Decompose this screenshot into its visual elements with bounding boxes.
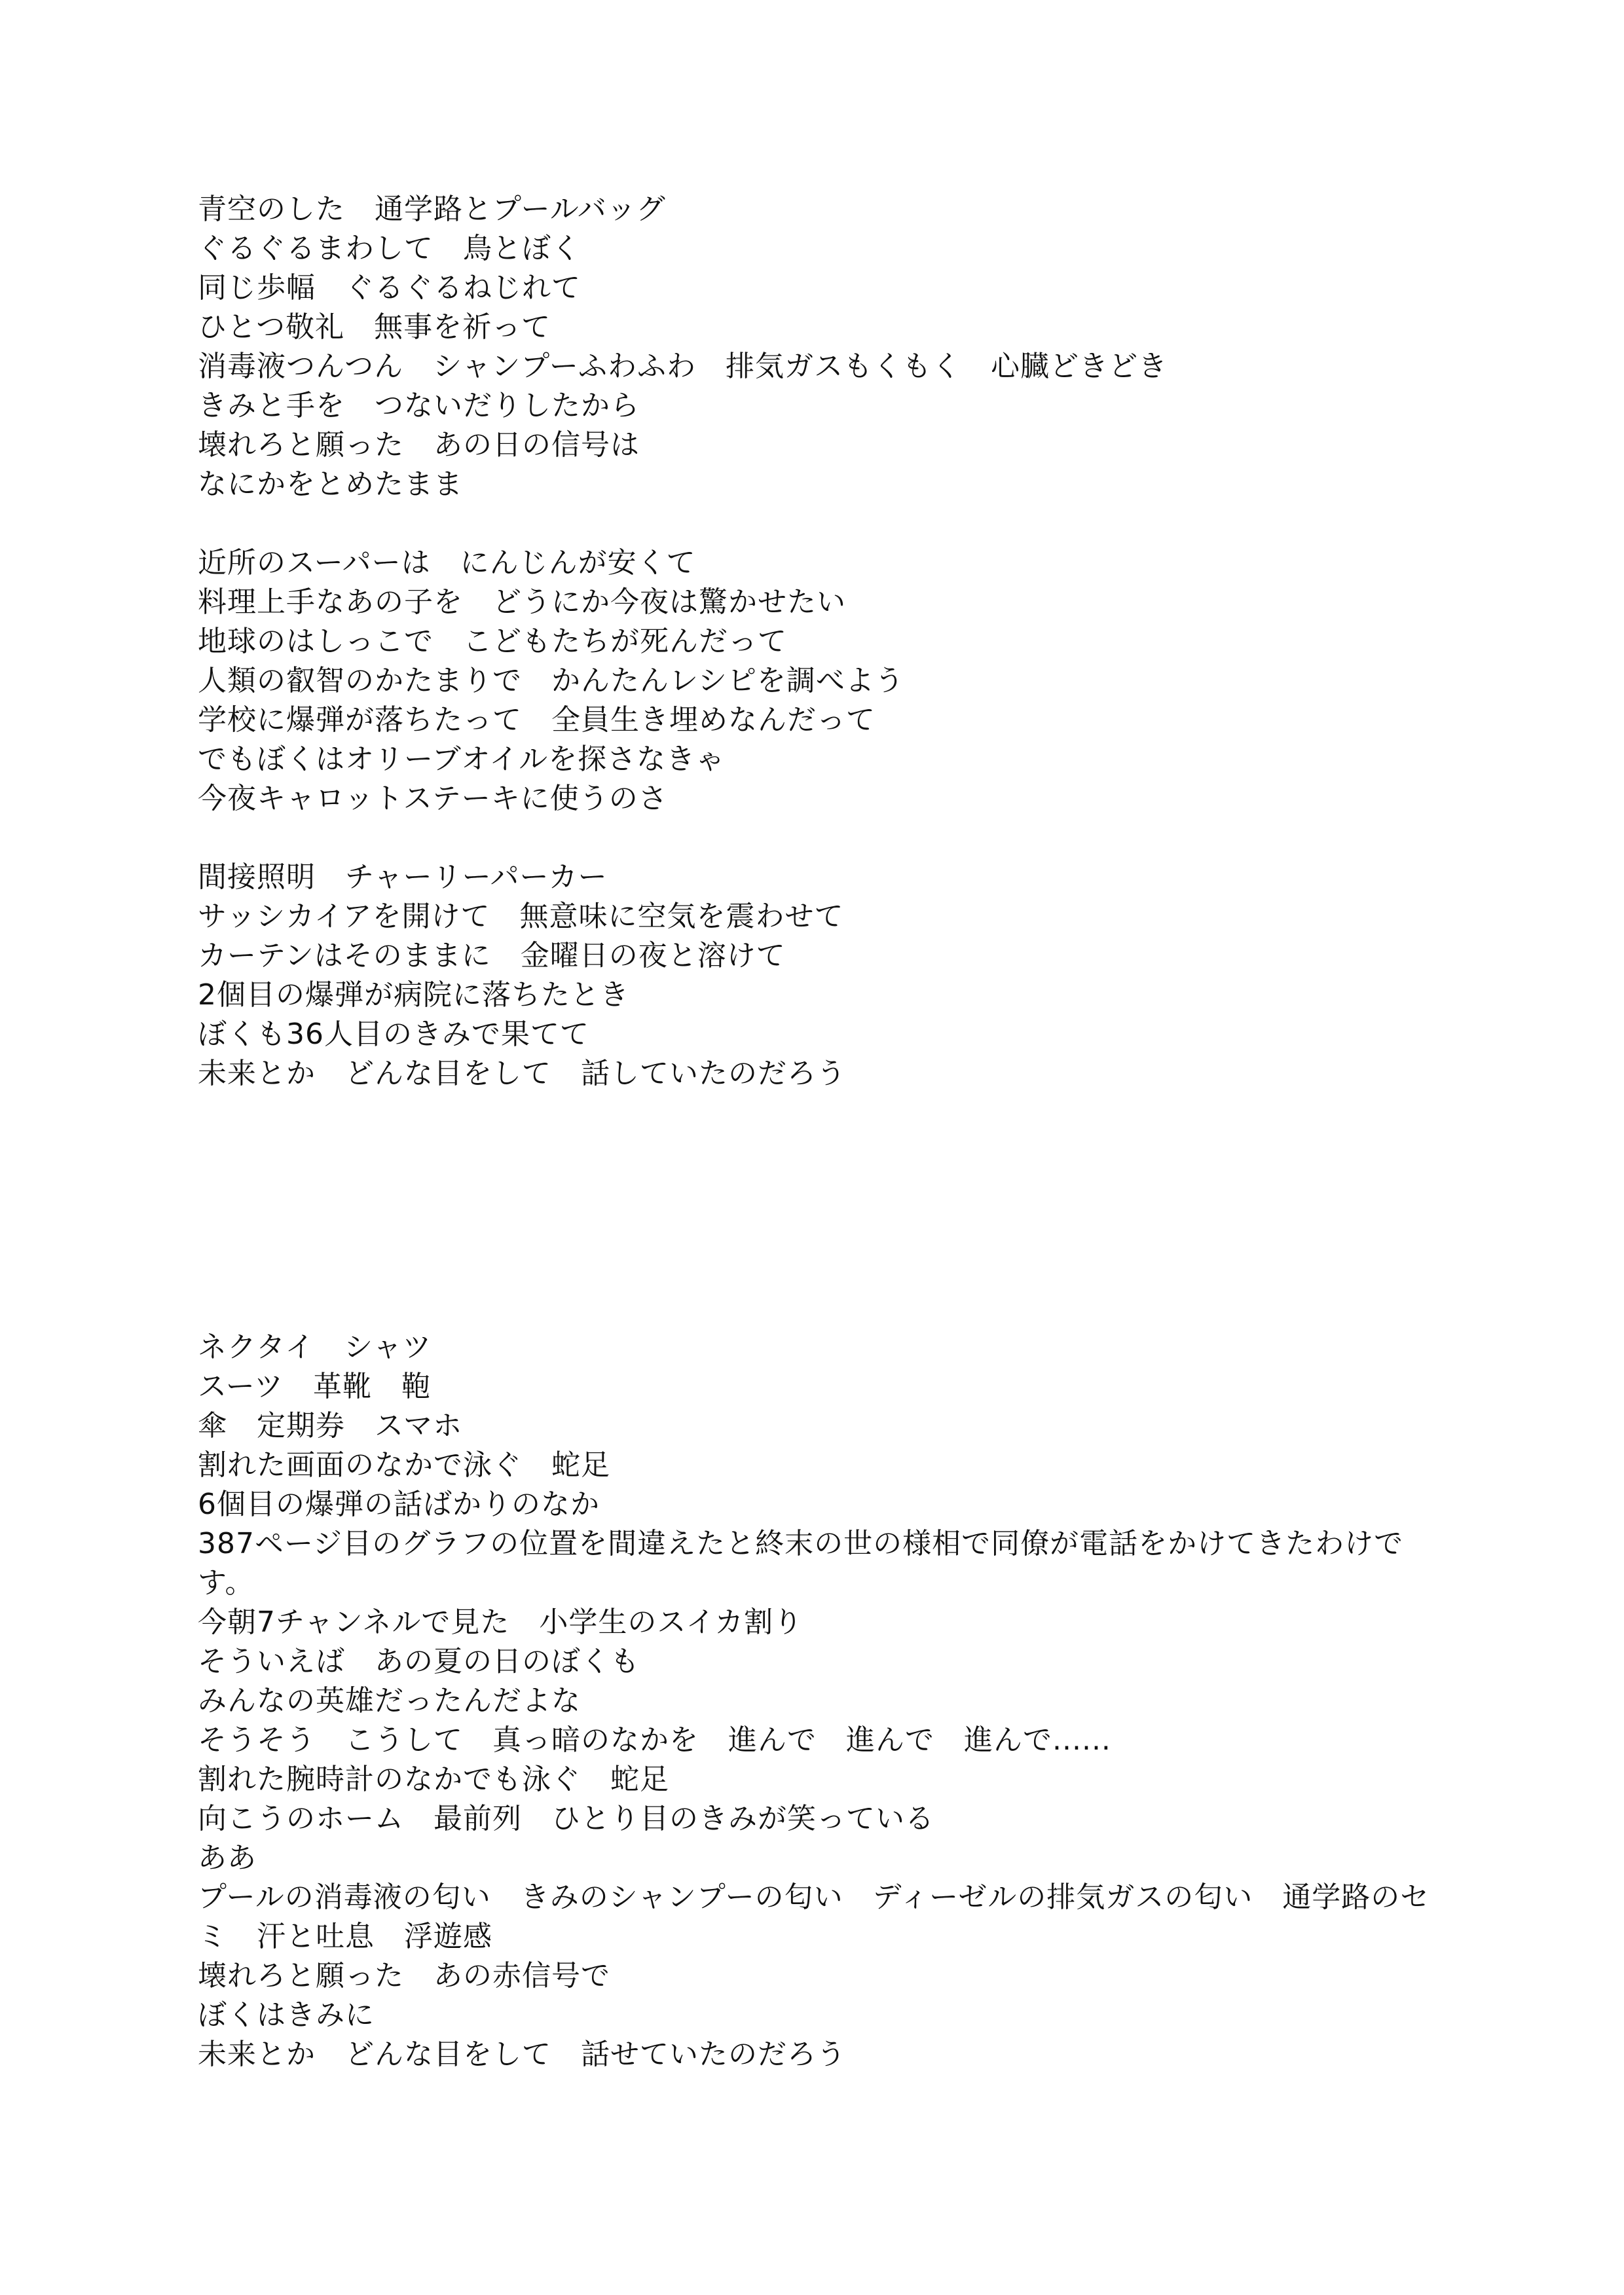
poem-line: 未来とか どんな目をして 話せていたのだろう	[198, 2038, 846, 2071]
poem-line: スーツ 革靴 鞄	[198, 1370, 432, 1403]
poem-line: 消毒液つんつん シャンプーふわふわ 排気ガスもくもく 心臓どきどき	[198, 350, 1168, 383]
poem-line: 387ページ目のグラフの位置を間違えたと終末の世の様相で同僚が電話をかけてきたわけです。	[198, 1527, 1404, 1600]
poem-line: 青空のした 通学路とプールバッグ	[198, 193, 666, 226]
poem-line: 近所のスーパーは にんじんが安くて	[198, 546, 696, 579]
poem-line: きみと手を つないだりしたから	[198, 389, 640, 422]
poem-line: ぐるぐるまわして 鳥とぼく	[198, 232, 581, 265]
poem-line: 今夜キャロットステーキに使うのさ	[198, 782, 668, 815]
poem-line: なにかをとめたまま	[198, 468, 463, 501]
poem-line: ああ	[198, 1841, 257, 1875]
poem-line: 割れた腕時計のなかでも泳ぐ 蛇足	[198, 1763, 669, 1796]
poem-line: そうそう こうして 真っ暗のなかを 進んで 進んで 進んで......	[198, 1723, 1111, 1757]
stanza-4	[198, 1328, 1442, 2074]
poem-line: ひとつ敬礼 無事を祈って	[198, 310, 551, 344]
poem-line: 料理上手なあの子を どうにか今夜は驚かせたい	[198, 585, 846, 619]
poem-line: 向こうのホーム 最前列 ひとり目のきみが笑っている	[198, 1802, 934, 1835]
poem-line: 6個目の爆弾の話ばかりのなか	[198, 1488, 600, 1521]
poem-line: 壊れろと願った あの赤信号で	[198, 1959, 610, 1992]
poem-line: 間接照明 チャーリーパーカー	[198, 860, 608, 894]
poem-line: みんなの英雄だったんだよな	[198, 1684, 581, 1717]
poem-line: 今朝7チャンネルで見た 小学生のスイカ割り	[198, 1606, 803, 1639]
poem-line: 割れた画面のなかで泳ぐ 蛇足	[198, 1448, 610, 1482]
stanza-1	[198, 190, 1442, 504]
poem-line: プールの消毒液の匂い きみのシャンプーの匂い ディーゼルの排気ガスの匂い 通学路のセミ 汗と吐息 浮遊感	[198, 1881, 1430, 1953]
poem-line: 学校に爆弾が落ちたって 全員生き埋めなんだって	[198, 703, 876, 737]
stanza-2	[198, 543, 1442, 818]
poem-line: 地球のはしっこで こどもたちが死んだって	[198, 625, 787, 658]
poem-line: 同じ歩幅 ぐるぐるねじれて	[198, 271, 581, 304]
poem-line: 壊れろと願った あの日の信号は	[198, 428, 640, 462]
poem-line: 人類の叡智のかたまりで かんたんレシピを調べよう	[198, 664, 904, 697]
poem-line: そういえば あの夏の日のぼくも	[198, 1645, 640, 1678]
poem-line: サッシカイアを開けて 無意味に空気を震わせて	[198, 900, 844, 933]
poem-line: カーテンはそのままに 金曜日の夜と溶けて	[198, 939, 786, 972]
poem-line: 傘 定期券 スマホ	[198, 1409, 463, 1442]
poem-line: ネクタイ シャツ	[198, 1331, 432, 1364]
poem-line: 未来とか どんな目をして 話していたのだろう	[198, 1057, 846, 1090]
stanza-3	[198, 858, 1442, 1093]
poem-line: でもぼくはオリーブオイルを探さなきゃ	[198, 743, 726, 776]
poem-line: ぼくも36人目のきみで果てて	[198, 1018, 589, 1051]
poem-line: 2個目の爆弾が病院に落ちたとき	[198, 978, 629, 1012]
poem-line: ぼくはきみに	[198, 1998, 375, 2032]
